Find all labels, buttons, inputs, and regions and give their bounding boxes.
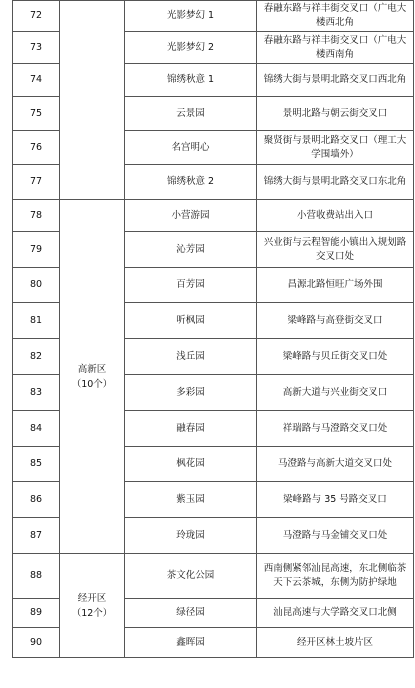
- park-location: 经开区林土坡片区: [257, 628, 414, 658]
- park-name: 云景园: [125, 97, 257, 131]
- row-number: 82: [13, 339, 60, 375]
- row-number: 89: [13, 599, 60, 628]
- park-location: 西南侧紧邻汕昆高速，东北侧临茶天下云茶城，东侧为防护绿地: [257, 554, 414, 599]
- table-row: [13, 200, 414, 232]
- park-location: 汕昆高速与大学路交叉口北侧: [257, 599, 414, 628]
- row-number: 90: [13, 628, 60, 658]
- area-cell-jingkai: [60, 554, 125, 658]
- park-location: 锦绣大街与景明北路交叉口西北角: [257, 64, 414, 97]
- park-location: 祥瑞路与马澄路交叉口处: [257, 411, 414, 447]
- park-location: 高新大道与兴业街交叉口: [257, 375, 414, 411]
- park-location: 聚贤街与景明北路交叉口（理工大学围墙外）: [257, 131, 414, 165]
- park-location: 梁峰路与高登街交叉口: [257, 303, 414, 339]
- row-number: 86: [13, 482, 60, 518]
- row-number: 87: [13, 518, 60, 554]
- parks-table: [12, 0, 414, 658]
- park-name: 沁芳园: [125, 232, 257, 268]
- park-location: 马澄路与马金铺交叉口处: [257, 518, 414, 554]
- park-name: 玲珑园: [125, 518, 257, 554]
- park-name: 百芳园: [125, 268, 257, 303]
- row-number: 75: [13, 97, 60, 131]
- park-name: 浅丘园: [125, 339, 257, 375]
- park-name: 锦绣秋意 1: [125, 64, 257, 97]
- park-name: 枫花园: [125, 447, 257, 482]
- row-number: 81: [13, 303, 60, 339]
- area-label: 经开区 （12个）: [71, 592, 113, 619]
- park-name: 多彩园: [125, 375, 257, 411]
- park-name: 茶文化公园: [125, 554, 257, 599]
- row-number: 74: [13, 64, 60, 97]
- row-number: 76: [13, 131, 60, 165]
- area-cell-blank: [60, 1, 125, 200]
- table-row: [13, 1, 414, 32]
- park-location: 昌源北路恒旺广场外围: [257, 268, 414, 303]
- row-number: 79: [13, 232, 60, 268]
- park-location: 锦绣大街与景明北路交叉口东北角: [257, 165, 414, 200]
- row-number: 80: [13, 268, 60, 303]
- park-location: 兴业街与云程智能小镇出入规划路交叉口处: [257, 232, 414, 268]
- park-name: 融春园: [125, 411, 257, 447]
- row-number: 88: [13, 554, 60, 599]
- park-location: 马澄路与高新大道交叉口处: [257, 447, 414, 482]
- area-cell-gaoxin: [60, 200, 125, 554]
- park-name: 名宫明心: [125, 131, 257, 165]
- park-location: 春融东路与祥丰街交叉口（广电大楼西南角: [257, 32, 414, 64]
- area-label: 高新区 （10个）: [71, 363, 113, 390]
- row-number: 73: [13, 32, 60, 64]
- park-location: 春融东路与祥丰街交叉口（广电大楼西北角: [257, 1, 414, 32]
- park-location: 梁峰路与贝丘街交叉口处: [257, 339, 414, 375]
- row-number: 83: [13, 375, 60, 411]
- park-name: 听枫园: [125, 303, 257, 339]
- park-location: 梁峰路与 35 号路交叉口: [257, 482, 414, 518]
- park-name: 紫玉园: [125, 482, 257, 518]
- park-name: 锦绣秋意 2: [125, 165, 257, 200]
- table-row: [13, 554, 414, 599]
- park-name: 小营游园: [125, 200, 257, 232]
- row-number: 85: [13, 447, 60, 482]
- park-name: 鑫晖园: [125, 628, 257, 658]
- park-location: 小营收费站出入口: [257, 200, 414, 232]
- row-number: 84: [13, 411, 60, 447]
- row-number: 77: [13, 165, 60, 200]
- park-name: 绿径园: [125, 599, 257, 628]
- row-number: 72: [13, 1, 60, 32]
- row-number: 78: [13, 200, 60, 232]
- park-name: 光影梦幻 1: [125, 1, 257, 32]
- park-location: 景明北路与朝云街交叉口: [257, 97, 414, 131]
- park-name: 光影梦幻 2: [125, 32, 257, 64]
